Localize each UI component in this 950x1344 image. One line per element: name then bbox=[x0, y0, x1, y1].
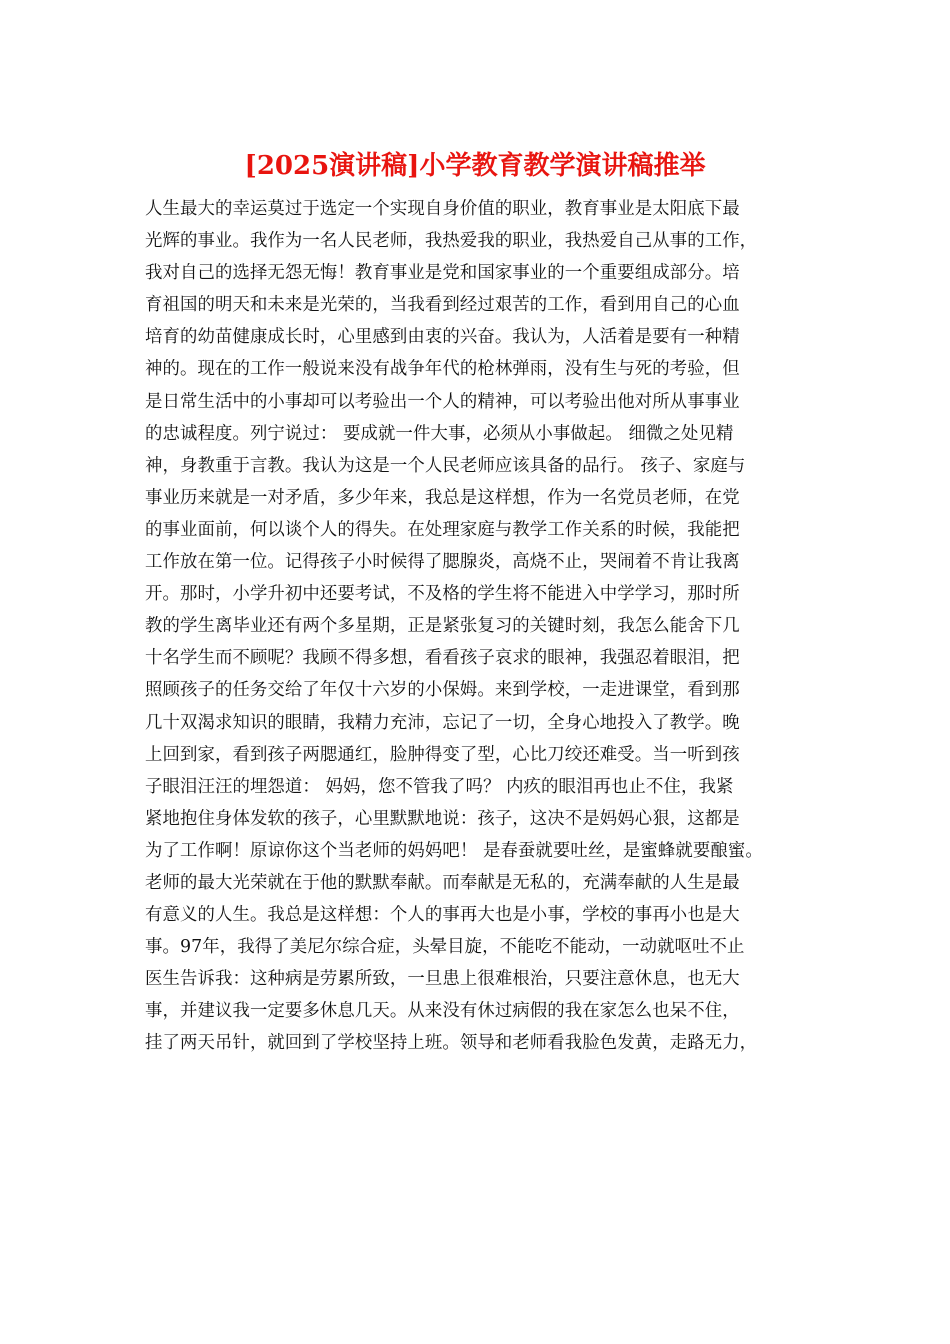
body-line: 医生告诉我：这种病是劳累所致，一旦患上很难根治，只要注意休息，也无大 bbox=[145, 969, 740, 990]
body-line: 育祖国的明天和未来是光荣的，当我看到经过艰苦的工作，看到用自己的心血 bbox=[145, 295, 740, 316]
body-line: 事业历来就是一对矛盾，多少年来，我总是这样想，作为一名党员老师，在党 bbox=[145, 487, 740, 508]
document-title: [2025演讲稿]小学教育教学演讲稿推举 bbox=[244, 151, 706, 181]
body-line: 照顾孩子的任务交给了年仅十六岁的小保姆。来到学校，一走进课堂，看到那 bbox=[145, 680, 740, 701]
body-line: 工作放在第一位。记得孩子小时候得了腮腺炎，高烧不止，哭闹着不肯让我离 bbox=[145, 552, 740, 573]
body-line: 我对自己的选择无怨无悔！教育事业是党和国家事业的一个重要组成部分。培 bbox=[145, 263, 740, 284]
document-body bbox=[145, 193, 825, 1060]
body-line: 是日常生活中的小事却可以考验出一个人的精神，可以考验出他对所从事事业 bbox=[145, 391, 740, 412]
body-line: 的事业面前，何以谈个人的得失。在处理家庭与教学工作关系的时候，我能把 bbox=[145, 519, 740, 540]
body-line: 光辉的事业。我作为一名人民老师，我热爱我的职业，我热爱自己从事的工作， bbox=[145, 231, 758, 252]
body-line: 上回到家，看到孩子两腮通红，脸肿得变了型，心比刀绞还难受。当一听到孩 bbox=[145, 744, 740, 765]
body-line: 为了工作啊！原谅你这个当老师的妈妈吧！ 是春蚕就要吐丝，是蜜蜂就要酿蜜。 bbox=[145, 840, 763, 861]
body-line: 的忠诚程度。列宁说过： 要成就一件大事，必须从小事做起。 细微之处见精 bbox=[145, 423, 734, 444]
body-line: 开。那时，小学升初中还要考试，不及格的学生将不能进入中学学习，那时所 bbox=[145, 584, 740, 605]
body-line: 事，并建议我一定要多休息几天。从来没有休过病假的我在家怎么也呆不住， bbox=[145, 1001, 740, 1022]
body-line: 几十双渴求知识的眼睛，我精力充沛，忘记了一切，全身心地投入了教学。晚 bbox=[145, 712, 740, 733]
body-line: 有意义的人生。我总是这样想：个人的事再大也是小事，学校的事再小也是大 bbox=[145, 905, 740, 926]
body-line: 挂了两天吊针，就回到了学校坚持上班。领导和老师看我脸色发黄，走路无力， bbox=[145, 1033, 758, 1054]
body-line: 人生最大的幸运莫过于选定一个实现自身价值的职业，教育事业是太阳底下最 bbox=[145, 199, 740, 219]
body-line: 事。97年，我得了美尼尔综合症，头晕目旋，不能吃不能动，一动就呕吐不止 bbox=[145, 937, 745, 958]
body-line: 子眼泪汪汪的埋怨道： 妈妈，您不管我了吗？ 内疚的眼泪再也止不住，我紧 bbox=[145, 776, 734, 797]
body-line: 紧地抱住身体发软的孩子，心里默默地说：孩子，这决不是妈妈心狠，这都是 bbox=[145, 808, 740, 829]
body-line: 神的。现在的工作一般说来没有战争年代的枪林弹雨，没有生与死的考验，但 bbox=[145, 359, 740, 380]
body-line: 神，身教重于言教。我认为这是一个人民老师应该具备的品行。 孩子、家庭与 bbox=[145, 455, 746, 476]
body-line: 十名学生而不顾呢？我顾不得多想，看看孩子哀求的眼神，我强忍着眼泪，把 bbox=[145, 648, 740, 669]
body-line: 老师的最大光荣就在于他的默默奉献。而奉献是无私的，充满奉献的人生是最 bbox=[145, 872, 740, 893]
body-line: 培育的幼苗健康成长时，心里感到由衷的兴奋。我认为，人活着是要有一种精 bbox=[145, 327, 740, 348]
body-line: 教的学生离毕业还有两个多星期，正是紧张复习的关键时刻，我怎么能舍下几 bbox=[145, 616, 740, 637]
